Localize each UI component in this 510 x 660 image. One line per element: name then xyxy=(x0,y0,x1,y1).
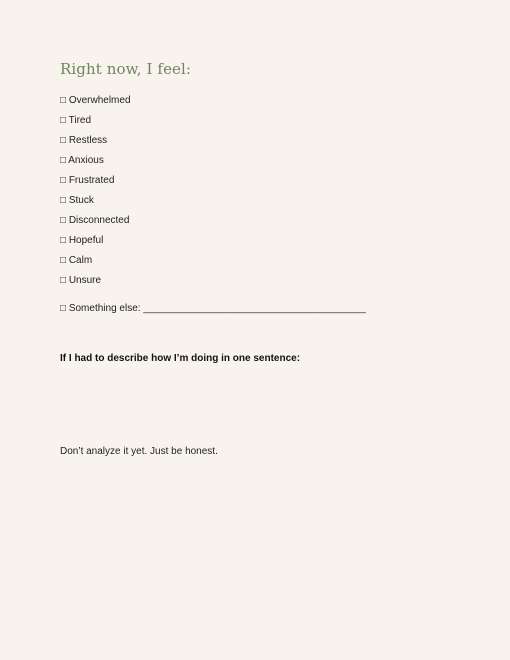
feelings-checklist xyxy=(60,94,131,294)
checklist-item-something-else[interactable]: □ Something else: ________________________________________ xyxy=(60,303,366,314)
checklist-item-anxious[interactable]: □ Anxious xyxy=(60,155,104,166)
checklist-item-hopeful[interactable]: □ Hopeful xyxy=(60,235,104,246)
closing-note: Don’t analyze it yet. Just be honest. xyxy=(60,446,218,457)
checklist-item-tired[interactable]: □ Tired xyxy=(60,115,92,126)
checklist-item-frustrated[interactable]: □ Frustrated xyxy=(60,175,115,186)
checklist-item-disconnected[interactable]: □ Disconnected xyxy=(60,215,130,226)
checklist-item-unsure[interactable]: □ Unsure xyxy=(60,275,102,286)
page-title: Right now, I feel: xyxy=(60,60,192,78)
checklist-item-calm[interactable]: □ Calm xyxy=(60,255,93,266)
checklist-item-overwhelmed[interactable]: □ Overwhelmed xyxy=(60,95,131,106)
sentence-prompt: If I had to describe how I’m doing in one sentence: xyxy=(60,353,301,364)
checklist-item-restless[interactable]: □ Restless xyxy=(60,135,108,146)
checklist-item-stuck[interactable]: □ Stuck xyxy=(60,195,94,206)
